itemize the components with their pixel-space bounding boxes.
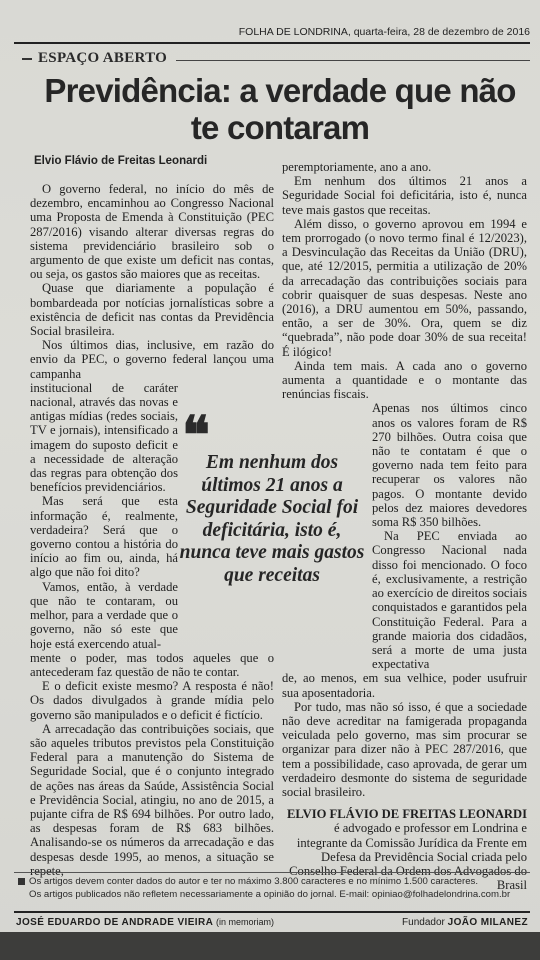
top-rule <box>14 42 530 44</box>
paragraph: Mas será que esta informação é, realmente, verdadeira? Será que o governo contou a história do início ao fim ou, ainda, há algo que não foi dito? <box>30 494 178 580</box>
submission-notes <box>18 875 528 901</box>
section-dash <box>22 58 32 60</box>
footer-bar <box>14 911 530 929</box>
masthead-dateline: FOLHA DE LONDRINA, quarta-feira, 28 de dezembro de 2016 <box>238 26 530 38</box>
footer-founder-name: JOSÉ EDUARDO DE ANDRADE VIEIRA <box>16 917 213 928</box>
footer-left <box>16 917 274 928</box>
paragraph: Ainda tem mais. A cada ano o governo aumenta a quantidade e o montante das renúncias fiscais. <box>282 358 527 402</box>
paragraph: Além disso, o governo aprovou em 1994 e tem prorrogado (o novo termo final é 12/2023), a Desvinculação das Receitas da União (DRU), que, até 12/2015, permitia a utilização de 20% da arrecadação das contribuições sociais para cobrir quaisquer de suas despesas. Neste ano (2016), a DRU aumentou em 50%, passando, então, a ser de 30%. Ora, quem se diz “quebrada”, não pode doar 30% de sua receita! É ilógico! <box>282 216 527 359</box>
right-column <box>282 160 527 892</box>
paragraph: Apenas nos últimos cinco anos os valores foram de R$ 270 bilhões. Outra coisa que não te contatam é que o governo nada tem feito para recuperar os valores não pagos. O montante devido pelos dez maiores devedores soma R$ 350 bilhões. <box>372 401 527 530</box>
paragraph: Vamos, então, à verdade que não te contaram, ou melhor, para a verdade que o governo, não só este que hoje está exercendo atual- <box>30 579 178 651</box>
section-rule <box>176 60 530 61</box>
paragraph: E o deficit existe mesmo? A resposta é não! Os dados divulgados à grande mídia pelo governo são manipulados e o deficit é fictício. <box>30 679 274 722</box>
paragraph: Na PEC enviada ao Congresso Nacional nada disso foi mencionado. O foco é, exclusivamente, a restrição ao exercício de direitos sociais conquistados e garantidos pela Constituição Federal. Para a grande maioria dos cidadãos, será a morte de uma justa expectativa <box>372 529 527 672</box>
paragraph: mente o poder, mas todos aqueles que o antecederam faz questão de não te contar. <box>30 650 274 679</box>
author-bio-name: ELVIO FLÁVIO DE FREITAS LEONARDI <box>286 807 527 822</box>
notes-rule <box>14 872 530 873</box>
paragraph: Por tudo, mas não só isso, é que a sociedade não deve acreditar na famigerada propaganda veiculada pelo governo, mas sim procurar se organizar para dizer não à PEC 287/2016, que tem a possibilidade, caso aprovada, de gerar um verdadeiro desmonte do sistema de seguridade social brasileiro. <box>282 699 527 799</box>
footer-founder-label: Fundador <box>402 917 445 928</box>
note-line-1: Os artigos devem conter dados do autor e ter no máximo 3.800 caracteres e no mínimo 1.500 caracteres. <box>29 876 479 887</box>
footer-founder-name-2: JOÃO MILANEZ <box>447 917 528 928</box>
footer-memoriam: (in memoriam) <box>216 917 275 927</box>
pull-quote-text: Em nenhum dos últimos 21 anos a Seguridade Social foi deficitária, isto é, nunca teve mais gastos que receitas <box>179 452 365 586</box>
paragraph: de, ao menos, em sua velhice, poder usufruir sua aposentadoria. <box>282 671 527 700</box>
article-headline: Previdência: a verdade que não te contaram <box>44 72 516 146</box>
author-byline: Elvio Flávio de Freitas Leonardi <box>34 155 208 167</box>
paragraph: O governo federal, no início do mês de dezembro, encaminhou ao Congresso Nacional uma Proposta de Emenda à Constituição (PEC 287/2016) visando alterar diversas regras do sistema previdenciário brasileiro sob o argumento de que existe um deficit nas contas, ou seja, os gastos são maiores que as receitas. <box>30 182 274 282</box>
quote-mark-icon: ❝ <box>182 407 210 465</box>
paragraph: A arrecadação das contribuições sociais, que são aqueles tributos previstos pela Constituição Federal para a manutenção do Sistema de Seguridade Social, que é o conjunto integrado de ações nas áreas da Saúde, Assistência Social e Previdência Social, atingiu, no ano de 2015, a pujante cifra de R$ 694 bilhões. Por outro lado, as despesas foram de R$ 683 bilhões. Analisando-se os números da arrecadação e das despesas desde 1995, ao menos, a situação se repete, <box>30 721 274 878</box>
footer-right <box>402 917 528 928</box>
photo-bottom-edge <box>0 932 540 960</box>
section-label: ESPAÇO ABERTO <box>38 50 168 66</box>
note-line-2: Os artigos publicados não refletem necessariamente a opinião do jornal. E-mail: opiniao@folhadelondrina.com.br <box>29 889 511 900</box>
paragraph: Em nenhum dos últimos 21 anos a Seguridade Social foi deficitária, isto é, nunca teve mais gastos que receitas. <box>282 174 527 217</box>
square-bullet-icon <box>18 878 25 885</box>
paragraph: Quase que diariamente a população é bombardeada por notícias jornalísticas sobre a existência de deficit nas contas da Previdência Social brasileira. <box>30 281 274 339</box>
paragraph: institucional de caráter nacional, através das novas e antigas mídias (redes sociais, TV e jornais), intensificado a imagem do suposto deficit e a necessidade de alteração das regras para obtenção dos benefícios previdenciários. <box>30 380 178 495</box>
paragraph: peremptoriamente, ano a ano. <box>282 160 432 174</box>
paragraph: Nos últimos dias, inclusive, em razão do envio da PEC, o governo federal lançou uma campanha <box>30 338 274 381</box>
left-narrow-block <box>30 381 178 651</box>
author-bio-text: é advogado e professor em Londrina e integrante da Comissão Jurídica da Frente em Defesa da Previdência Social criada pelo Conselho Federal da Ordem dos Advogados do Brasil <box>289 821 527 893</box>
right-narrow-block <box>372 401 527 671</box>
